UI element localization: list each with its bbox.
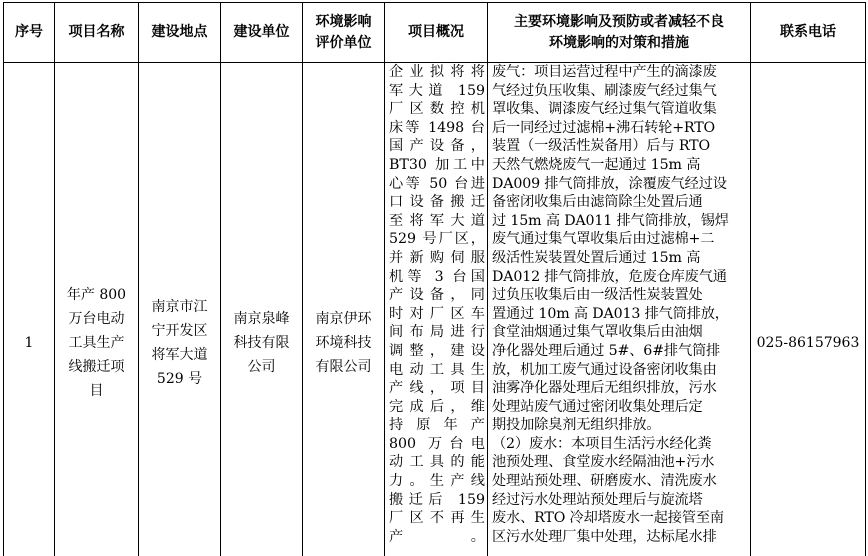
impact-line: 期投加除臭剂无组织排放。 (492, 417, 661, 434)
builder-line: 南京泉峰 (233, 311, 290, 327)
location-line: 529 号 (156, 371, 203, 387)
header-assessor (303, 3, 385, 63)
assessor-line: 有限公司 (315, 359, 372, 375)
overview-line: 529 号厂区， (389, 231, 485, 248)
overview-line: 产。 (389, 528, 485, 545)
header-location: 建设地点 (139, 3, 221, 63)
builder-line: 科技有限 (233, 335, 290, 351)
overview-line: 机等 3 台国 (389, 268, 485, 285)
header-overview: 项目概况 (385, 3, 488, 63)
impact-line: 区污水处理厂集中处理，达标尾水排 (492, 528, 717, 545)
overview-line: 产设备，同 (389, 287, 485, 304)
cell-assessor (303, 63, 385, 556)
overview-line: BT30 加工中 (389, 156, 485, 173)
header-row (4, 3, 866, 63)
overview-line: 动工具的能 (389, 454, 485, 471)
impact-line: 经过污水处理站预处理后与旋流塔 (492, 491, 703, 508)
header-seq: 序号 (4, 3, 55, 63)
cell-overview (385, 63, 488, 556)
header-project-name: 项目名称 (55, 3, 139, 63)
overview-line: 时对厂区车 (389, 305, 485, 322)
overview-line: 完成后，维 (389, 398, 485, 415)
header-impact-line2: 环境影响的对策和措施 (549, 34, 689, 51)
overview-line: 口设备搬迁 (389, 194, 485, 211)
header-assessor-line1: 环境影响 (315, 13, 372, 30)
impact-line: 处理站预处理、研磨废水、清洗废水 (492, 473, 717, 490)
header-impact (488, 3, 751, 63)
impact-line: 过 15m 高 DA011 排气筒排放，锡焊 (492, 212, 729, 229)
overview-line: 床等 1498 台 (389, 119, 485, 136)
header-assessor-line2: 评价单位 (315, 34, 372, 51)
overview-line: 搬迁后 159 (389, 491, 485, 508)
overview-line: 800 万台电 (389, 435, 485, 452)
overview-line: 军大道 159 (389, 82, 485, 99)
impact-line: 气经过负压收集、刷漆废气经过集气 (492, 82, 717, 99)
impact-line: DA009 排气筒排放，涂覆废气经过设 (492, 175, 727, 192)
impact-line: 废气通过集气罩收集后由过滤棉+二 (492, 231, 715, 248)
header-impact-line1: 主要环境影响及预防或者减轻不良 (514, 13, 724, 30)
project-name-line: 目 (89, 383, 104, 399)
project-name-line: 年产 800 (66, 287, 127, 303)
impact-line: 油雾净化器处理后无组织排放，污水 (492, 380, 717, 397)
cell-location (139, 63, 221, 556)
overview-line: 调整，建设 (389, 342, 485, 359)
overview-line: 产线，项目 (389, 380, 485, 397)
project-name-line: 工具生产 (68, 335, 125, 351)
impact-line: 级活性炭装置处置后通过 15m 高 (492, 249, 701, 266)
impact-line: 置通过 10m 高 DA013 排气筒排放， (492, 305, 729, 322)
location-line: 南京市江 (151, 299, 208, 315)
header-builder: 建设单位 (221, 3, 303, 63)
impact-line: 食堂油烟通过集气罩收集后由油烟 (492, 324, 703, 341)
cell-impact (488, 63, 751, 556)
table-row (4, 63, 866, 556)
overview-line: 至将军大道 (389, 212, 485, 229)
project-name-line: 线搬迁项 (68, 359, 125, 375)
project-table (3, 2, 866, 556)
impact-line: 处理站废气通过密闭收集处理后定 (492, 398, 703, 415)
location-line: 宁开发区 (151, 323, 208, 339)
overview-line: 持原年产 (389, 417, 485, 434)
overview-line: 并新购伺服 (389, 249, 485, 266)
impact-line: 天然气燃烧废气一起通过 15m 高 (492, 156, 701, 173)
cell-project-name (55, 63, 139, 556)
overview-line: 电动工具生 (389, 361, 485, 378)
impact-line: 废气：项目运营过程中产生的滴漆废 (492, 64, 717, 80)
header-phone: 联系电话 (751, 3, 866, 63)
impact-line: 过负压收集后由一级活性炭装置处 (492, 287, 703, 304)
cell-phone: 025-86157963 (751, 63, 866, 556)
location-line: 将军大道 (151, 347, 208, 363)
overview-line: 国产设备， (389, 138, 485, 155)
cell-builder (221, 63, 303, 556)
overview-line: 间布局进行 (389, 324, 485, 341)
builder-line: 公司 (247, 359, 276, 375)
impact-line: （2）废水：本项目生活污水经化粪 (492, 435, 712, 452)
overview-line: 厂区不再生 (389, 510, 485, 527)
impact-line: 放，机加工废气通过设备密闭收集由 (492, 361, 717, 378)
project-name-line: 万台电动 (68, 311, 125, 327)
impact-line: 罩收集、调漆废气经过集气管道收集 (492, 101, 717, 118)
overview-line: 厂区数控机 (389, 101, 485, 118)
assessor-line: 环境科技 (315, 335, 372, 351)
impact-line: 池预处理、食堂废水经隔油池+污水 (492, 454, 715, 471)
impact-line: 后一同经过过滤棉+沸石转轮+RTO (492, 119, 716, 136)
overview-line: 企业拟将将 (389, 64, 485, 80)
impact-line: 废水、RTO 冷却塔废水一起接管至南 (492, 510, 724, 527)
impact-line: DA012 排气筒排放，危废仓库废气通 (492, 268, 727, 285)
impact-line: 备密闭收集后由滤筒除尘处置后通 (492, 194, 703, 211)
impact-line: 净化器处理后通过 5#、6#排气筒排 (492, 342, 721, 359)
assessor-line: 南京伊环 (315, 311, 372, 327)
impact-line: 装置（一级活性炭备用）后与 RTO (492, 138, 710, 155)
cell-seq: 1 (4, 63, 55, 556)
overview-line: 力。生产线 (389, 473, 485, 490)
overview-line: 心等 50 台进 (389, 175, 485, 192)
